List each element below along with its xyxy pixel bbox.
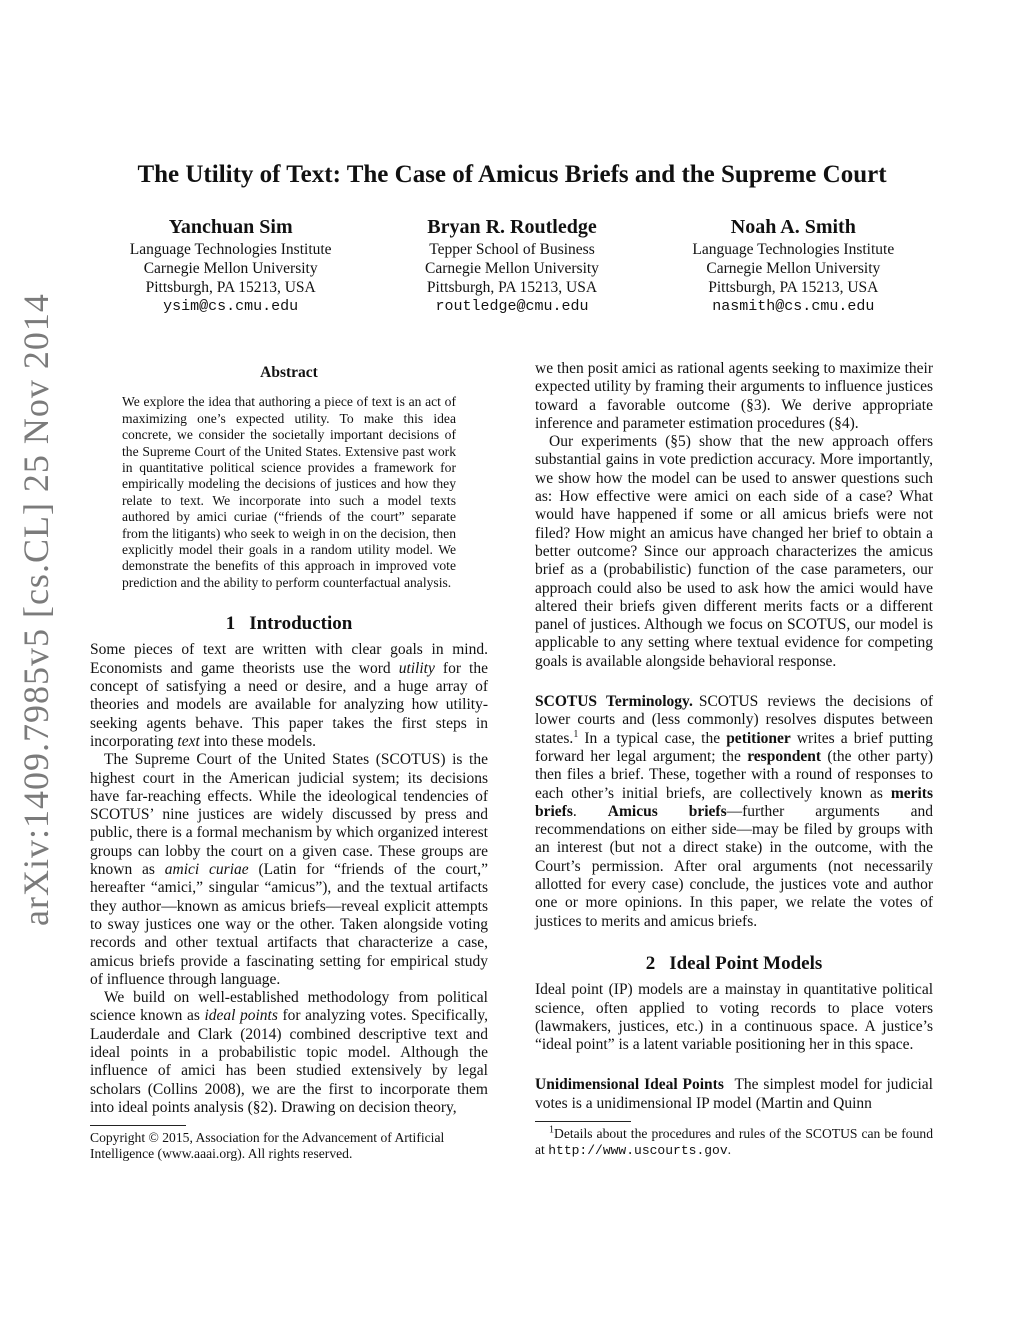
author-email: nasmith@cs.cmu.edu [712,298,875,315]
footnote-number: 1 [549,1124,554,1136]
author-university: Carnegie Mellon University [143,260,318,277]
term-petitioner: petitioner [726,729,791,747]
section-heading-introduction [90,615,488,633]
emphasis-ideal-points: ideal points [204,1007,278,1025]
text-run: —further arguments and recommendations on either side—may be filed by groups with an interest (but not a direct stake) in the outcome, with the Court’s permission. After oral arguments (not necessarily allotted for every case) conclude, the justices vote and author one or more opinions. In this paper, we relate the votes of justices to merits and amicus briefs. [535,802,933,930]
section-number: 2 [645,952,656,974]
text-run: . [727,1141,732,1157]
text-run: for analyzing votes. Specifically, Lauderdale and Clark (2014) combined descriptive text and ideal points in a probabilistic topic model. Although the influence of amici has been studied extensively by legal scholars (Collins 2008), we are the first to incorporate them into ideal points analysis (§2). Drawing on decision theory, [90,1007,489,1116]
term-amicus-briefs: Amicus briefs [607,802,727,820]
author-address: Pittsburgh, PA 15213, USA [145,279,316,296]
intro-paragraph-4: we then posit amici as rational agents seeking to maximize their expected utility by framing their arguments to influence justices toward a favorable outcome (§3). We derive appropriate inference and parameter estimation procedures (§4). [535,360,933,432]
emphasis-amici-curiae: amici curiae [164,861,249,879]
author-affiliation: Language Technologies Institute [129,241,332,258]
term-merits-briefs: merits briefs [535,784,933,820]
copyright-notice: Copyright © 2015, Association for the Advancement of Artificial Intelligence (www.aaai.org). All rights reserved. [90,1130,445,1162]
terminology-heading: SCOTUS Terminology. [535,693,693,711]
text-run: (the other party) then files a brief. These, together with a round of responses to each other’s initial briefs, are collectively known as [535,747,933,802]
text-run: . [572,802,608,820]
intro-paragraph-1 [90,641,488,751]
author-university: Carnegie Mellon University [706,260,881,277]
author-address: Pittsburgh, PA 15213, USA [426,279,598,296]
text-run: The simplest model for judicial votes is a unidimensional IP model (Martin and Quinn [535,1076,933,1112]
author-email: routledge@cmu.edu [435,298,589,315]
section-heading-ideal-point-models [535,952,933,974]
intro-paragraph-2 [90,751,488,989]
text-run: Some pieces of text are written with clear goals in mind. Economists and game theorists use the word [90,641,488,677]
right-column [535,360,933,1159]
section-title: Ideal Point Models [669,952,823,974]
intro-paragraph-5: Our experiments (§5) show that the new approach offers substantial gains in vote prediction accuracy. More importantly, we show how the model can be used to answer questions such as: How effective were amici on each side of a case? What would have happened if some or all amicus briefs were not filed? How might an amicus have changed her brief to obtain a better outcome? Since our approach characterizes the amicus brief as a (probabilistic) function of the case parameters, our approach could also be used to ask how the amici would have altered their briefs given different merits facts or a different panel of justices. Although we focus on SCOTUS, our model is applicable to any setting where textual evidence for competing goals is available alongside behavioral response. [535,433,933,670]
intro-paragraph-3 [90,989,488,1117]
text-run: We build on well-established methodology from political science known as [90,989,488,1025]
author-name: Yanchuan Sim [168,216,293,238]
footnote-rule [535,1121,631,1122]
author-affiliation: Tepper School of Business [429,241,595,258]
author-address: Pittsburgh, PA 15213, USA [708,279,879,296]
text-run: into these models. [199,732,317,750]
term-respondent: respondent [747,747,821,765]
emphasis-text: text [177,732,200,750]
text-run: The Supreme Court of the United States (SCOTUS) is the highest court in the American judicial system; its decisions have far-reaching effects. While the ideological tendencies of SCOTUS’ nine justices are widely discussed by press and public, there is a formal mechanism by which organized interest groups can lobby the court on a given case. These groups are known as [90,751,488,879]
text-run: SCOTUS reviews the decisions of lower courts and (less commonly) resolves disputes between states. [535,693,934,747]
footnote-rule [90,1125,186,1126]
footnote-1 [535,1126,933,1159]
left-column [90,360,488,1162]
footnote-marker: 1 [573,728,579,740]
text-run: Details about the procedures and rules of the SCOTUS can be found at [535,1125,933,1157]
text-run: for the concept of satisfying a need or desire, and a huge array of theories and models are available for analyzing how utility-seeking agents behave. This paper takes the first steps in incorporating [90,659,488,750]
emphasis-utility: utility [398,659,435,677]
text-run: (Latin for “friends of the court,” hereafter “amici,” singular “amicus”), and the textual artifacts they author—known as amicus briefs—reveal explicit attempts to sway justices one way or the other. Taken alongside voting records and other textual artifacts that characterize a case, amicus briefs provide a fascinating setting for empirical study of influence through language. [90,861,488,988]
text-run: In a typical case, the [578,729,727,747]
author-email: ysim@cs.cmu.edu [163,298,299,315]
author-name: Bryan R. Routledge [427,216,597,238]
arxiv-identifier: arXiv:1409.7985v5 [cs.CL] 25 Nov 2014 [16,293,56,926]
author-block [90,214,934,316]
author-3 [653,214,934,316]
author-affiliation: Language Technologies Institute [692,241,895,258]
section-title: Introduction [249,613,353,635]
ideal-point-paragraph: Ideal point (IP) models are a mainstay in quantitative political science, often applied to voting records to place voters (lawmakers, justices, etc.) in a continuous space. A justice’s “ideal point” is a latent variable positioning her in this space. [535,981,933,1054]
author-1 [90,214,371,316]
author-university: Carnegie Mellon University [425,260,599,277]
author-2 [371,214,652,316]
unidimensional-heading: Unidimensional Ideal Points [535,1076,724,1094]
section-number: 1 [225,613,236,635]
unidimensional-paragraph [535,1076,933,1113]
text-run: writes a brief putting forward her legal argument; the [535,729,933,765]
abstract-text: We explore the idea that authoring a piece of text is an act of maximizing one’s expected utility. To make this idea concrete, we consider the societally important decisions of the Supreme Court of the United States. Extensive past work in quantitative political science provides a framework for empirically modeling the decisions of justices and how they relate to text. We incorporate into such a model texts authored by amici curiae (“friends of the court” separate from the litigants) who seek to weigh in on the decision, then explicitly model their goals in a random utility model. We demonstrate the benefits of this approach in improved vote prediction and the ability to perform counterfactual analysis. [122,394,456,590]
paper-title: The Utility of Text: The Case of Amicus Briefs and the Supreme Court [137,161,887,188]
footnote-url: http://www.uscourts.gov [548,1142,728,1158]
abstract-heading: Abstract [260,364,318,381]
author-name: Noah A. Smith [730,216,856,238]
terminology-paragraph [535,693,933,931]
